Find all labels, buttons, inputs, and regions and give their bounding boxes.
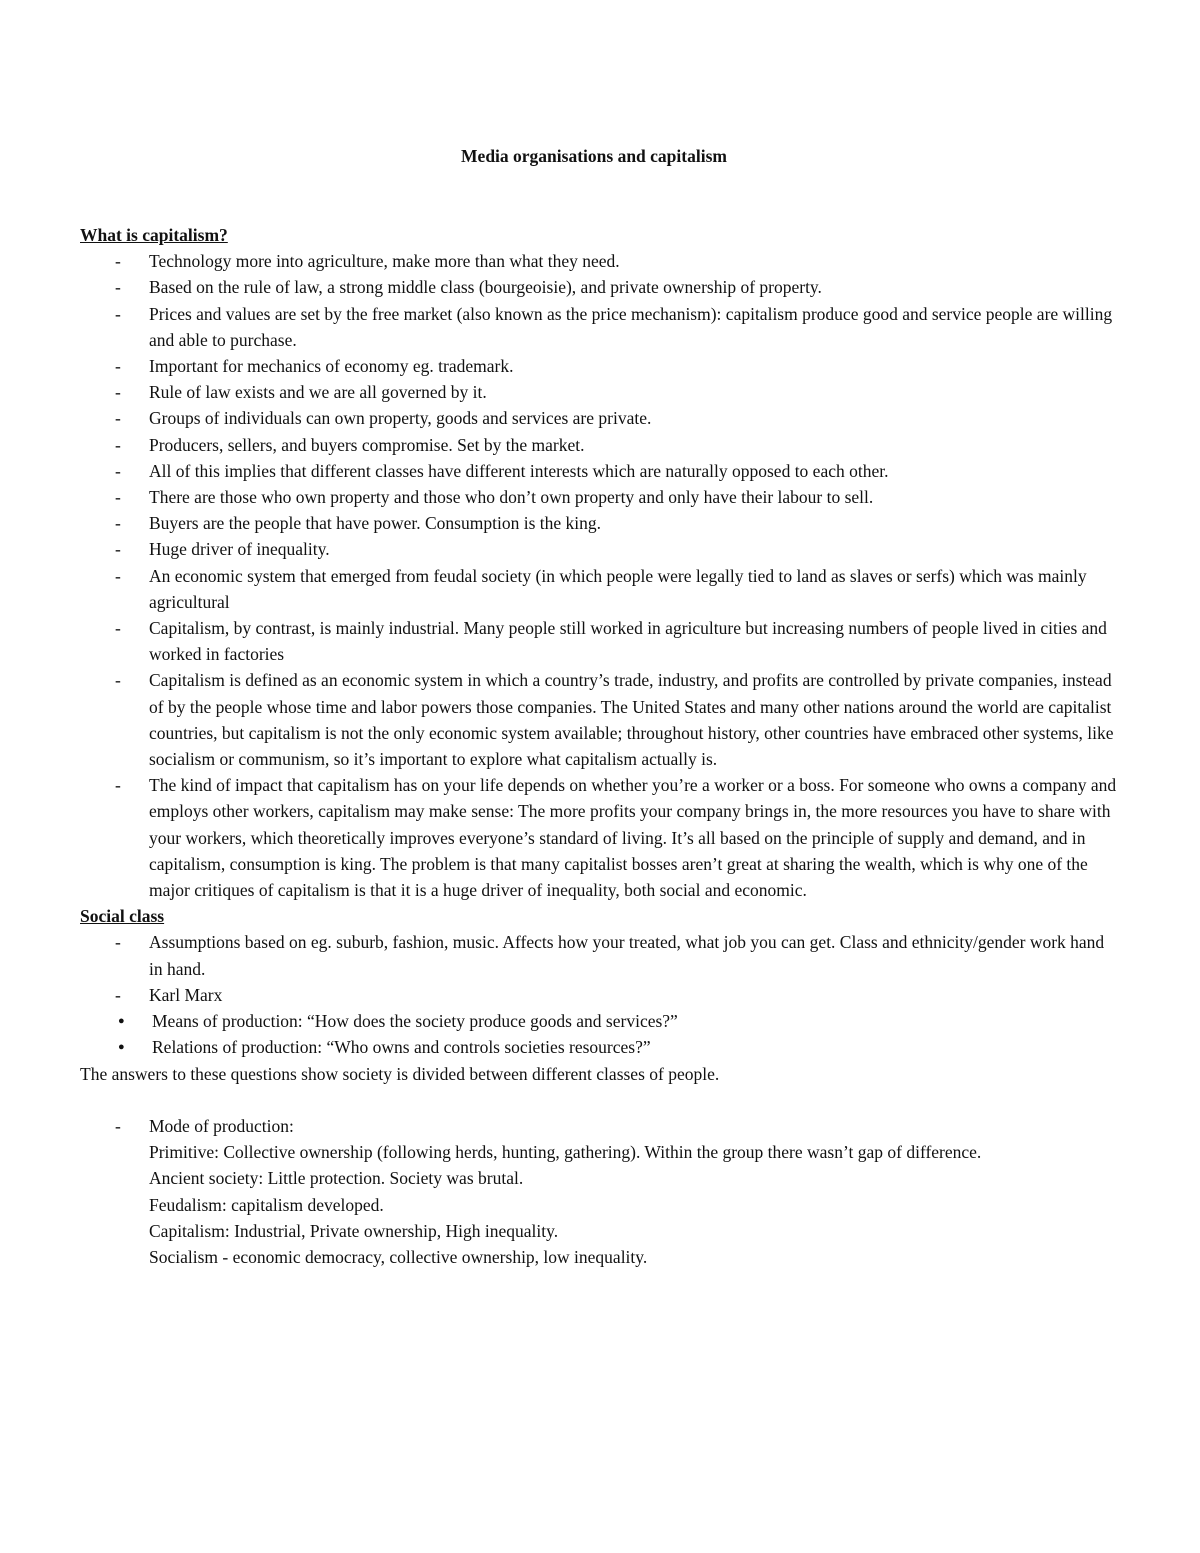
list-item: - Producers, sellers, and buyers compromise. Set by the market. xyxy=(80,432,1120,458)
mode-line-feudalism: Feudalism: capitalism developed. xyxy=(149,1194,384,1215)
mode-of-production-label: - Mode of production: xyxy=(149,1115,294,1136)
list-item: - Technology more into agriculture, make more than what they need. xyxy=(80,248,1120,274)
list-item: - Assumptions based on eg. suburb, fashion, music. Affects how your treated, what job you can get. Class and ethnicity/gender work hand in hand. xyxy=(80,929,1120,981)
list-item: - Capitalism is defined as an economic system in which a country’s trade, industry, and profits are controlled by private companies, instead of by the people whose time and labor powers those companies. The United States and many other nations around the world are capitalist countries, but capitalism is not the only economic system available; throughout history, other countries have embraced other systems, like socialism or communism, so it’s important to explore what capitalism actually is. xyxy=(80,667,1120,772)
list-item xyxy=(80,1113,1120,1270)
list-item: - Karl Marx xyxy=(80,982,1120,1008)
list-item: - An economic system that emerged from feudal society (in which people were legally tied to land as slaves or serfs) which was mainly agricultural xyxy=(80,563,1120,615)
mode-line-capitalism: Capitalism: Industrial, Private ownership, High inequality. xyxy=(149,1220,559,1241)
mode-line-primitive: Primitive: Collective ownership (following herds, hunting, gathering). Within the group there wasn’t gap of difference. xyxy=(149,1142,982,1163)
blank-line xyxy=(80,1087,1120,1113)
list-item: - The kind of impact that capitalism has on your life depends on whether you’re a worker or a boss. For someone who owns a company and employs other workers, capitalism may make sense: The more profits your company brings in, the more resources you have to share with your workers, which theoretically improves everyone’s standard of living. It’s all based on the principle of supply and demand, and in capitalism, consumption is king. The problem is that many capitalist bosses aren’t great at sharing the wealth, which is why one of the major critiques of capitalism is that it is a huge driver of inequality, both social and economic. xyxy=(80,772,1120,903)
list-item: - Based on the rule of law, a strong middle class (bourgeoisie), and private ownership of property. xyxy=(80,274,1120,300)
list-item: - All of this implies that different classes have different interests which are naturally opposed to each other. xyxy=(80,458,1120,484)
list-item: - Buyers are the people that have power. Consumption is the king. xyxy=(80,510,1120,536)
list-item: - Prices and values are set by the free market (also known as the price mechanism): capitalism produce good and service people are willing and able to purchase. xyxy=(80,301,1120,353)
classes-paragraph: The answers to these questions show society is divided between different classes of people. xyxy=(80,1063,720,1084)
marx-sub-list xyxy=(80,1008,1120,1060)
list-item: - Huge driver of inequality. xyxy=(80,536,1120,562)
section-heading-social-class: Social class xyxy=(80,906,165,927)
section-heading-capitalism: What is capitalism? xyxy=(80,225,228,245)
list-item: - Rule of law exists and we are all governed by it. xyxy=(80,379,1120,405)
list-item: - Capitalism, by contrast, is mainly industrial. Many people still worked in agriculture but increasing numbers of people lived in cities and worked in factories xyxy=(80,615,1120,667)
social-class-list xyxy=(80,929,1120,1008)
mode-of-production-list xyxy=(80,1113,1120,1270)
mode-line-ancient: Ancient society: Little protection. Society was brutal. xyxy=(149,1168,524,1189)
capitalism-list xyxy=(80,248,1120,903)
list-item: - Groups of individuals can own property, goods and services are private. xyxy=(80,405,1120,431)
sub-list-item: ● Relations of production: “Who owns and controls societies resources?” xyxy=(80,1034,1120,1060)
list-item: - Important for mechanics of economy eg. trademark. xyxy=(80,353,1120,379)
sub-list-item: ● Means of production: “How does the society produce goods and services?” xyxy=(80,1008,1120,1034)
document-body xyxy=(80,222,1120,1270)
list-item: - There are those who own property and those who don’t own property and only have their labour to sell. xyxy=(80,484,1120,510)
document-title: Media organisations and capitalism xyxy=(461,146,727,166)
mode-line-socialism: Socialism - economic democracy, collective ownership, low inequality. xyxy=(149,1246,648,1267)
